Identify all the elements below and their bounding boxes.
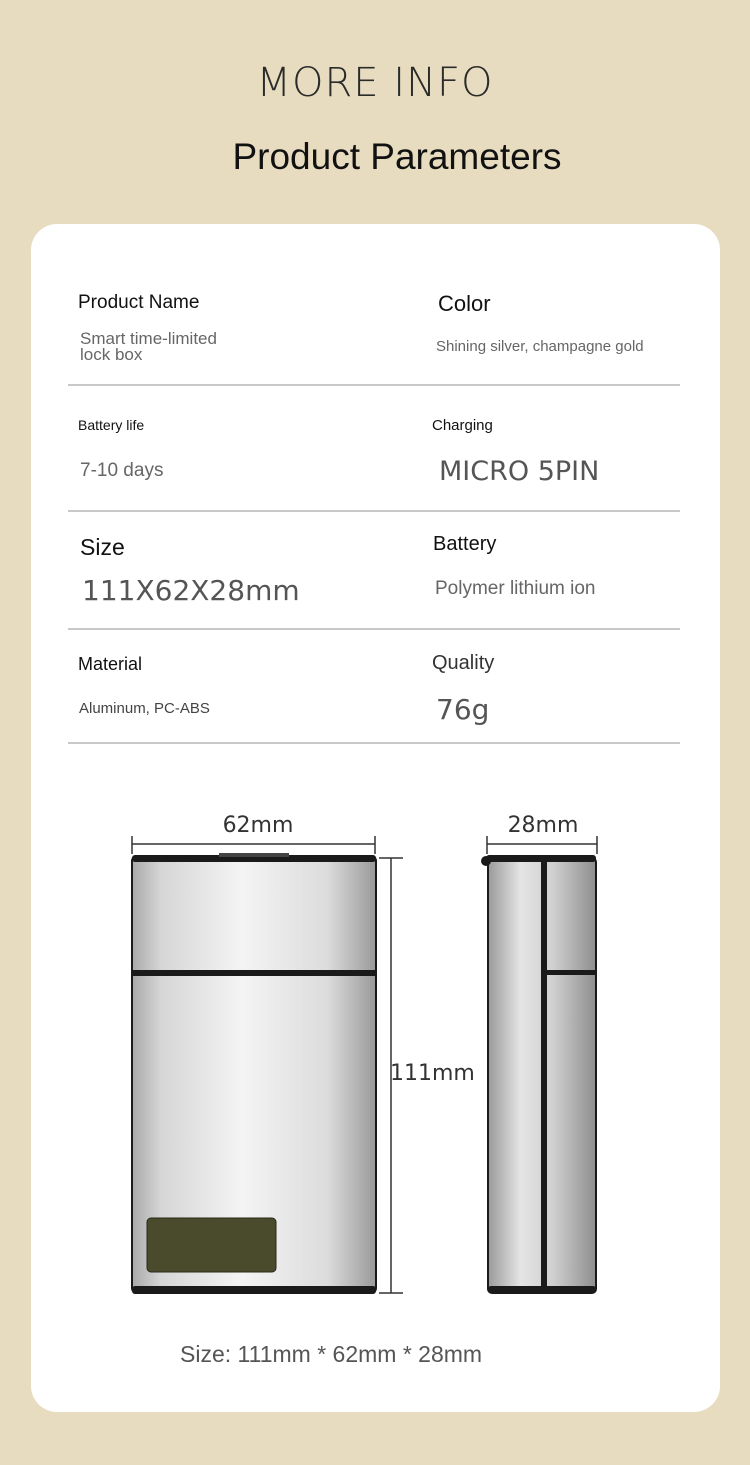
width-dimension-line <box>132 836 375 854</box>
size-summary: Size: 111mm * 62mm * 28mm <box>180 1341 483 1367</box>
size-value: 111X62X28mm <box>82 574 300 607</box>
height-label: 111mm <box>390 1061 475 1086</box>
parameters-card <box>31 224 720 1412</box>
charging-label: Charging <box>432 417 493 434</box>
charging-value: MICRO 5PIN <box>439 456 600 487</box>
product-name-value-line1: Smart time-limited <box>80 329 217 348</box>
quality-label: Quality <box>432 652 495 674</box>
material-label: Material <box>78 654 143 674</box>
battery-life-label: Battery life <box>78 417 145 433</box>
battery-life-value: 7-10 days <box>80 460 164 481</box>
quality-value: 76g <box>436 693 490 726</box>
color-label: Color <box>438 291 491 316</box>
material-value: Aluminum, PC-ABS <box>79 700 210 717</box>
product-name-value-line2: lock box <box>80 345 143 364</box>
color-value: Shining silver, champagne gold <box>436 338 644 355</box>
size-label: Size <box>80 534 125 560</box>
depth-dimension-line <box>487 836 597 854</box>
width-label: 62mm <box>222 813 294 838</box>
battery-label: Battery <box>433 533 497 555</box>
lock-box-front-view <box>132 853 376 1294</box>
more-info-heading: MORE INFO <box>256 60 494 106</box>
product-name-label: Product Name <box>78 292 200 313</box>
page-title: Product Parameters <box>232 136 562 177</box>
depth-label: 28mm <box>507 813 579 838</box>
lock-box-side-view <box>481 855 596 1293</box>
display-screen <box>147 1218 276 1272</box>
dimension-diagram <box>31 224 720 1412</box>
battery-value: Polymer lithium ion <box>435 578 596 599</box>
